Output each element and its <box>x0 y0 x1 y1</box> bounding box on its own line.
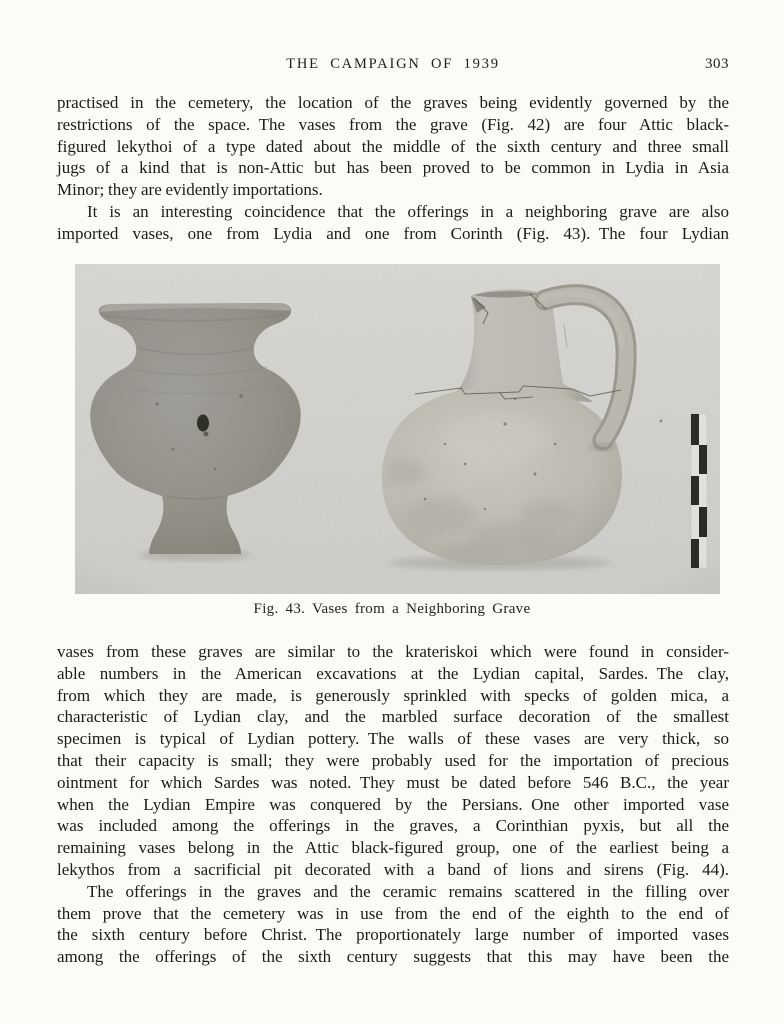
text-line: the sixth century before Christ. The proportionately large number of imported vases <box>57 925 729 945</box>
figure-43-photo <box>75 264 720 594</box>
text-block-top <box>57 92 729 245</box>
text-line: figured lekythoi of a type dated about the middle of the sixth century and three small <box>57 136 729 156</box>
text-line: among the offerings of the sixth century suggests that this may have been the <box>57 947 729 967</box>
text-line: them prove that the cemetery was in use from the end of the eighth to the end of <box>57 903 729 923</box>
text-line: characteristic of Lydian clay, and the marbled surface decoration of the smallest <box>57 707 729 727</box>
text-line: was included among the offerings in the graves, a Corinthian pyxis, but all the <box>57 816 729 836</box>
text-line: when the Lydian Empire was conquered by the Persians. One other imported vase <box>57 794 729 814</box>
figure-caption: Fig. 43. Vases from a Neighboring Grave <box>253 601 531 617</box>
text-line: restrictions of the space. The vases from the grave (Fig. 42) are four Attic black- <box>57 114 729 134</box>
text-line: Minor; they are evidently importations. <box>57 180 323 200</box>
page-number: 303 <box>705 56 729 72</box>
text-line: imported vases, one from Lydia and one from Corinth (Fig. 43). The four Lydian <box>57 223 729 243</box>
text-line: jugs of a kind that is non-Attic but has been proved to be common in Lydia in Asia <box>57 158 729 178</box>
vases-photograph <box>75 264 720 594</box>
text-line: practised in the cemetery, the location of the graves being evidently governed by the <box>57 93 729 112</box>
text-line: from which they are made, is generously sprinkled with specks of golden mica, a <box>57 685 729 705</box>
text-line: ointment for which Sardes was noted. They must be dated before 546 B.C., the year <box>57 772 729 792</box>
text-line: that their capacity is small; they were probably used for the importation of precious <box>57 750 729 770</box>
text-line: lekythos from a sacrificial pit decorated with a band of lions and sirens (Fig. 44). <box>57 859 729 879</box>
text-line: able numbers in the American excavations at the Lydian capital, Sardes. The clay, <box>57 663 729 683</box>
text-line: specimen is typical of Lydian pottery. The walls of these vases are very thick, so <box>57 729 729 749</box>
text-line: vases from these graves are similar to the krateriskoi which were found in consider- <box>57 642 729 661</box>
running-title: THE CAMPAIGN OF 1939 <box>286 56 500 72</box>
text-line: The offerings in the graves and the ceramic remains scattered in the filling over <box>87 881 729 901</box>
text-line: remaining vases belong in the Attic black-figured group, one of the earliest being a <box>57 838 729 858</box>
text-line: It is an interesting coincidence that the offerings in a neighboring grave are also <box>87 201 729 221</box>
text-block-bottom <box>57 641 729 968</box>
page-header <box>57 56 729 76</box>
